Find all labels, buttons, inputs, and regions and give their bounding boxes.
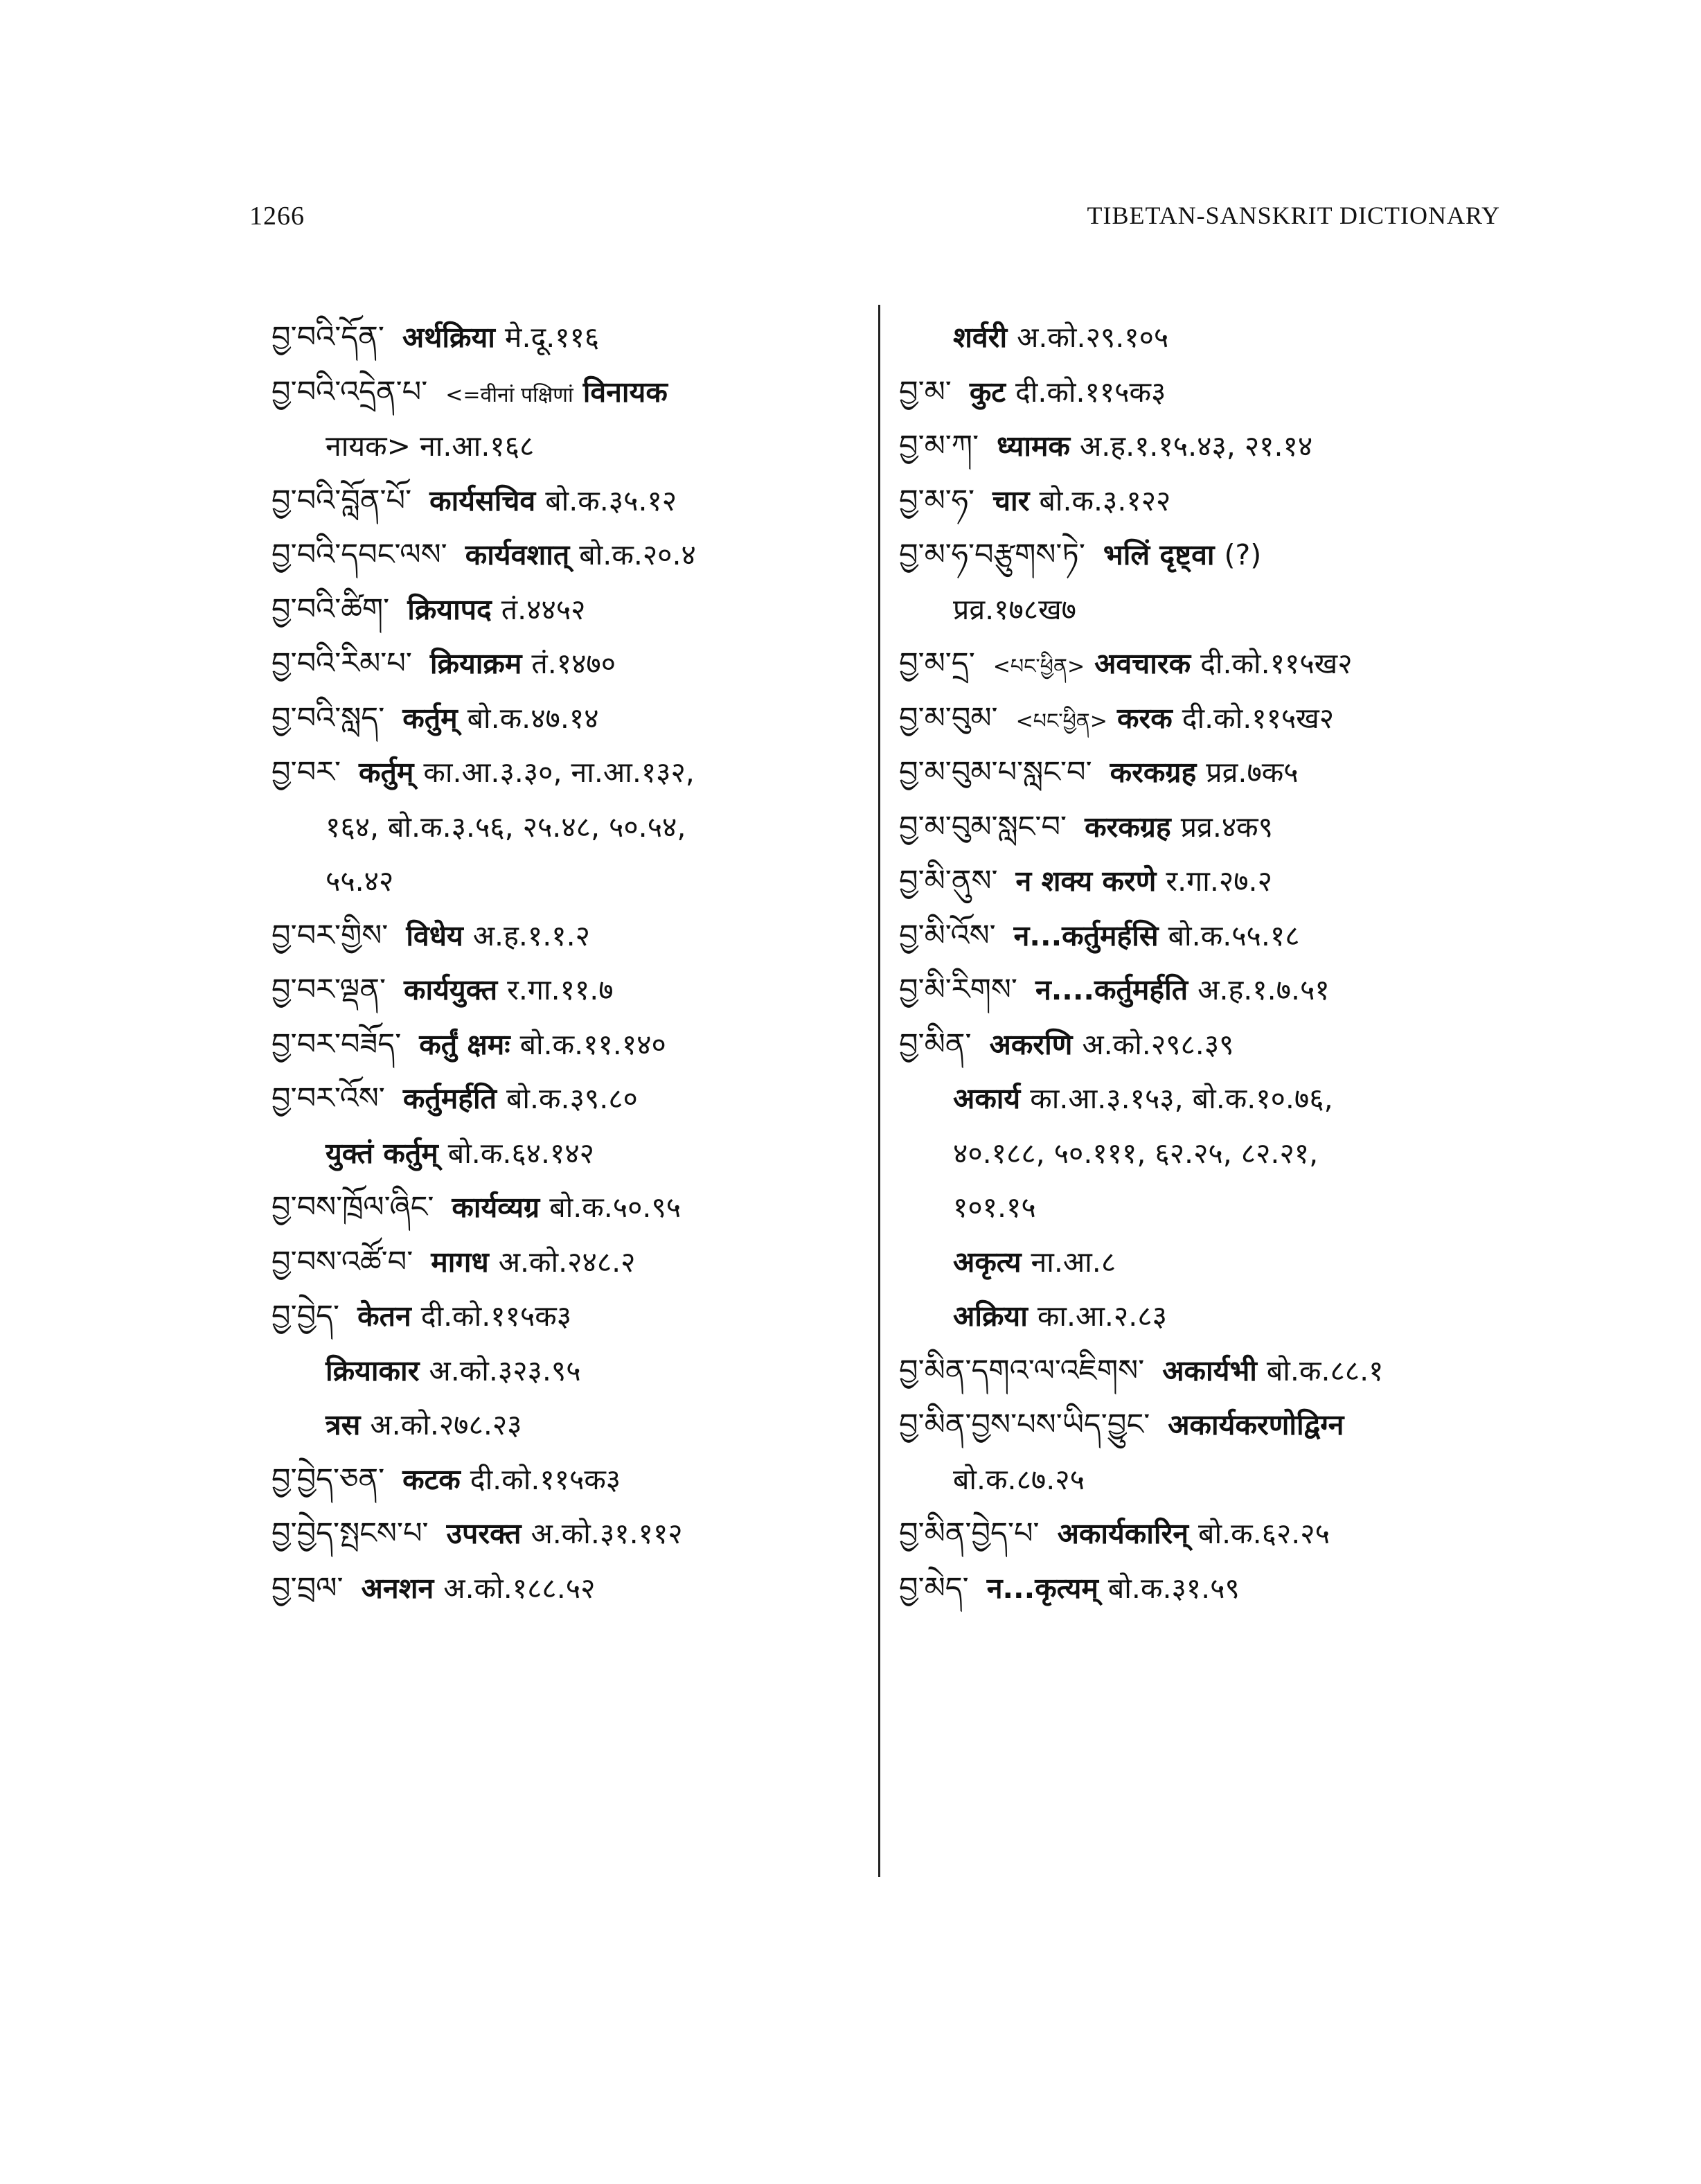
sanskrit-equivalent: अकार्यकरणोद्विग्न — [1168, 1408, 1344, 1441]
tibetan-headword: བྱ་མིན་དགའ་ལ་འཇིགས་ — [899, 1353, 1145, 1388]
sanskrit-equivalent: कार्यसचिव — [429, 483, 536, 517]
entry-continuation — [899, 1453, 1495, 1507]
dictionary-entry — [271, 909, 867, 964]
sanskrit-equivalent: न....कर्तुमर्हति — [1035, 973, 1188, 1006]
source-reference: अ.को.२७८.२३ — [370, 1408, 522, 1441]
source-reference: ना.आ.८ — [1031, 1245, 1116, 1279]
page-number: 1266 — [249, 202, 305, 231]
sanskrit-equivalent: कर्तुं क्षमः — [419, 1027, 510, 1061]
dictionary-entry — [271, 1289, 867, 1344]
source-reference: र.गा.११.७ — [507, 973, 614, 1006]
entry-note: <=वीनां पक्षिणां — [445, 382, 573, 407]
sanskrit-equivalent: अक्रिया — [953, 1299, 1028, 1333]
sanskrit-equivalent: अवचारक — [1094, 647, 1191, 680]
tibetan-headword: བྱ་བའི་ཚིག་ — [271, 592, 390, 627]
source-reference: बो.क.५५.१८ — [1168, 918, 1300, 952]
dictionary-entry — [899, 963, 1495, 1018]
dictionary-entry — [271, 474, 867, 529]
source-reference: अ.ह.१.७.५१ — [1197, 973, 1330, 1006]
tibetan-headword: བྱ་བའི་འདྲེན་པ་ — [271, 374, 428, 409]
source-reference: दी.को.११५क३ — [1015, 375, 1166, 409]
source-reference: मे.दू.११६ — [504, 321, 600, 354]
dictionary-entry — [271, 691, 867, 746]
source-reference: प्रव्र.७क५ — [1206, 756, 1299, 789]
sanskrit-equivalent: अनशन — [361, 1571, 434, 1605]
tibetan-headword: བྱ་བར་གྱིས་ — [271, 918, 389, 953]
sanskrit-equivalent: अकार्यभी — [1162, 1353, 1257, 1387]
sanskrit-equivalent: विधेय — [406, 918, 463, 952]
tibetan-headword: བྱ་མ་བུམ་ — [899, 700, 998, 736]
tibetan-headword: བྱ་བྱེད་སྤངས་པ་ — [271, 1516, 429, 1551]
source-reference: बो.क.२०.४ — [579, 538, 696, 571]
sanskrit-equivalent: कार्यवशात् — [465, 538, 570, 571]
dictionary-entry — [271, 310, 867, 365]
source-reference: तं.४४५२ — [501, 592, 586, 626]
sanskrit-equivalent: कार्ययुक्त — [404, 973, 498, 1006]
continuation-text: बो.क.८७.२५ — [953, 1462, 1085, 1496]
dictionary-entry — [899, 1018, 1495, 1072]
dictionary-entry — [271, 365, 867, 420]
continuation-text: नायक> ना.आ.१६८ — [326, 429, 535, 463]
dictionary-entry — [271, 1235, 867, 1290]
tibetan-headword: བྱ་མ་བུམ་པ་སླང་བ་ — [899, 755, 1092, 790]
source-reference: बो.क.११.१४० — [519, 1027, 666, 1061]
left-column — [271, 310, 867, 1615]
dictionary-entry — [899, 854, 1495, 909]
entry-continuation — [271, 1398, 867, 1453]
sanskrit-equivalent: कुट — [969, 375, 1006, 409]
tibetan-headword: བྱ་མ་ — [899, 374, 952, 409]
tibetan-headword: བྱ་བའི་དབང་ལས་ — [271, 538, 447, 572]
dictionary-entry — [899, 1398, 1495, 1453]
column-rule — [878, 305, 880, 1877]
source-reference: दी.को.११५क३ — [420, 1299, 572, 1333]
tibetan-headword: བྱ་བྱེད་ — [271, 1299, 340, 1333]
tibetan-headword: བྱ་བས་འཚོ་བ་ — [271, 1244, 413, 1279]
tibetan-headword: བྱ་བར་འོས་ — [271, 1081, 385, 1116]
continuation-text: १०१.१५ — [953, 1191, 1036, 1224]
source-reference: र.गा.२७.२ — [1166, 864, 1272, 898]
tibetan-headword: བྱ་མི་རིགས་ — [899, 973, 1017, 1007]
entry-continuation — [899, 310, 1495, 365]
tibetan-headword: བྱ་མི་འོས་ — [899, 918, 996, 953]
source-reference: बो.क.३५.१२ — [545, 483, 677, 517]
source-reference: अ.को.२४८.२ — [498, 1245, 636, 1279]
sanskrit-equivalent: युक्तं कर्तुम् — [326, 1136, 438, 1170]
entry-continuation — [899, 1072, 1495, 1126]
continuation-text: ४०.१८८, ५०.१११, ६२.२५, ८२.२१, — [953, 1136, 1319, 1170]
sanskrit-equivalent: चार — [992, 483, 1030, 517]
sanskrit-equivalent: विनायक — [582, 375, 668, 409]
right-column — [899, 310, 1495, 1615]
entry-continuation — [271, 1344, 867, 1399]
dictionary-entry — [899, 637, 1495, 691]
tibetan-headword: བྱ་བར་བཟོད་ — [271, 1027, 402, 1062]
tibetan-headword: བྱ་མེད་ — [899, 1570, 969, 1606]
sanskrit-equivalent: न शक्य करणे — [1015, 864, 1157, 898]
dictionary-entry — [271, 1180, 867, 1235]
dictionary-entry — [271, 1018, 867, 1072]
dictionary-entry — [899, 528, 1495, 583]
dictionary-entry — [271, 745, 867, 800]
source-reference: अ.को.२९८.३९ — [1082, 1027, 1234, 1061]
sanskrit-equivalent: अकार्य — [953, 1082, 1021, 1115]
sanskrit-equivalent: कर्तुमर्हति — [402, 1082, 497, 1115]
source-reference: का.आ.२.८३ — [1037, 1299, 1167, 1333]
entry-continuation — [899, 583, 1495, 637]
dictionary-entry — [899, 909, 1495, 964]
sanskrit-equivalent: मागध — [431, 1245, 489, 1279]
tibetan-headword: བྱ་མ་བུམ་སླང་བ་ — [899, 809, 1067, 844]
dictionary-entry — [271, 1072, 867, 1126]
entry-continuation — [271, 1126, 867, 1181]
sanskrit-equivalent: अकृत्य — [953, 1245, 1022, 1279]
source-reference: दी.को.११५ख२ — [1182, 701, 1335, 735]
sanskrit-equivalent: न...कर्तुमर्हसि — [1013, 918, 1159, 952]
sanskrit-equivalent: क्रियापद — [407, 592, 492, 626]
tibetan-headword: བྱ་མི་ནུས་ — [899, 864, 998, 898]
sanskrit-equivalent: करकग्रह — [1085, 810, 1171, 844]
source-reference: अ.ह.१.१५.४३, २१.१४ — [1079, 429, 1313, 463]
source-reference: बो.क.३.१२२ — [1039, 483, 1171, 517]
source-reference: तं.१४७० — [531, 647, 616, 680]
sanskrit-equivalent: त्रस — [326, 1408, 361, 1441]
source-reference: (?) — [1224, 538, 1262, 571]
source-reference: दी.को.११५ख२ — [1200, 647, 1353, 680]
tibetan-headword: བྱ་མིན་ — [899, 1027, 972, 1062]
tibetan-headword: བྱ་བའི་རིམ་པ་ — [271, 646, 412, 681]
dictionary-entry — [271, 583, 867, 637]
source-reference: का.आ.३.१५३, बो.क.१०.७६, — [1030, 1082, 1333, 1115]
dictionary-entry — [271, 528, 867, 583]
tibetan-headword: བྱ་བས་ཁྲོལ་ཞིང་ — [271, 1190, 434, 1225]
source-reference: अ.को.२९.१०५ — [1017, 321, 1169, 354]
sanskrit-equivalent: न...कृत्यम् — [986, 1571, 1098, 1605]
dictionary-entry — [271, 963, 867, 1018]
sanskrit-equivalent: अकार्यकारिन् — [1057, 1517, 1189, 1550]
dictionary-entry — [899, 691, 1495, 746]
tibetan-headword: བྱ་མ་ཧ་བརྩུགས་ཏེ་ — [899, 538, 1085, 572]
entry-note: <པང་ཕྱིན> — [1015, 709, 1107, 734]
entry-continuation — [899, 1180, 1495, 1235]
source-reference: बो.क.५०.९५ — [549, 1191, 682, 1224]
sanskrit-equivalent: कर्तुम् — [358, 756, 414, 789]
entry-continuation — [271, 419, 867, 474]
tibetan-headword: བྱ་མ་ཀ་ — [899, 429, 979, 463]
source-reference: का.आ.३.३०, ना.आ.१३२, — [423, 756, 695, 789]
source-reference: अ.को.३१.११२ — [531, 1517, 683, 1550]
dictionary-entry — [271, 637, 867, 691]
source-reference: बो.क.४७.१४ — [467, 701, 599, 735]
tibetan-headword: བྱ་བར་ལྡན་ — [271, 973, 386, 1007]
dictionary-entry — [899, 1561, 1495, 1616]
running-head: TIBETAN-SANSKRIT DICTIONARY — [1087, 202, 1500, 229]
entry-continuation — [899, 1289, 1495, 1344]
tibetan-headword: བྱ་བྱེད་ཅན་ — [271, 1462, 385, 1497]
sanskrit-equivalent: करक — [1116, 701, 1173, 735]
sanskrit-equivalent: उपरक्त — [446, 1517, 522, 1550]
source-reference: प्रव्र.४क९ — [1180, 810, 1273, 844]
continuation-text: ५५.४२ — [326, 864, 394, 898]
source-reference: दी.को.११५क३ — [470, 1462, 621, 1496]
entry-note: <པང་ཕྱིན> — [992, 655, 1085, 679]
source-reference: अ.को.३२३.९५ — [429, 1353, 581, 1387]
dictionary-entry — [899, 800, 1495, 855]
dictionary-entry — [899, 474, 1495, 529]
tibetan-headword: བྱ་བྲལ་ — [271, 1570, 344, 1606]
entry-continuation — [271, 854, 867, 909]
sanskrit-equivalent: कटक — [402, 1462, 461, 1496]
dictionary-entry — [899, 1507, 1495, 1561]
sanskrit-equivalent: अकरणि — [989, 1027, 1073, 1061]
source-reference: बो.क.६२.२५ — [1198, 1517, 1330, 1550]
tibetan-headword: བྱ་བའི་སླད་ — [271, 700, 385, 736]
dictionary-entry — [899, 419, 1495, 474]
source-reference: बो.क.३९.८० — [506, 1082, 638, 1115]
dictionary-entry — [899, 365, 1495, 420]
sanskrit-equivalent: क्रियाक्रम — [429, 647, 522, 680]
sanskrit-equivalent: करकग्रह — [1110, 756, 1197, 789]
sanskrit-equivalent: शर्वरी — [953, 321, 1008, 354]
dictionary-entry — [271, 1507, 867, 1561]
sanskrit-equivalent: कर्तुम् — [402, 701, 458, 735]
source-reference: अ.ह.१.१.२ — [472, 918, 590, 952]
dictionary-entry — [271, 1453, 867, 1507]
entry-continuation — [899, 1235, 1495, 1290]
dictionary-entry — [271, 1561, 867, 1616]
sanskrit-equivalent: क्रियाकार — [326, 1353, 420, 1387]
tibetan-headword: བྱ་མ་དྲ་ — [899, 646, 975, 681]
source-reference: बो.क.८८.१ — [1266, 1353, 1384, 1387]
tibetan-headword: བྱ་བར་ — [271, 755, 341, 790]
continuation-text: १६४, बो.क.३.५६, २५.४८, ५०.५४, — [326, 810, 686, 844]
source-reference: बो.क.३१.५९ — [1107, 1571, 1240, 1605]
sanskrit-equivalent: अर्थक्रिया — [402, 321, 495, 354]
dictionary-entry — [899, 1344, 1495, 1399]
sanskrit-equivalent: कार्यव्यग्र — [452, 1191, 540, 1224]
sanskrit-equivalent: ध्यामक — [997, 429, 1070, 463]
entry-continuation — [899, 1126, 1495, 1181]
tibetan-headword: བྱ་མ་ཧ་ — [899, 483, 975, 518]
tibetan-headword: བྱ་མིན་བྱས་པས་ཡིད་བྱུང་ — [899, 1408, 1150, 1442]
sanskrit-equivalent: केतन — [357, 1299, 411, 1333]
entry-continuation — [271, 800, 867, 855]
source-reference: अ.को.१८८.५२ — [443, 1571, 596, 1605]
tibetan-headword: བྱ་བའི་བློན་པོ་ — [271, 483, 412, 518]
dictionary-entry — [899, 745, 1495, 800]
source-reference: बो.क.६४.१४२ — [447, 1136, 594, 1170]
tibetan-headword: བྱ་མིན་བྱེད་པ་ — [899, 1516, 1040, 1551]
sanskrit-equivalent: भलिं दृष्ट्वा — [1103, 538, 1215, 571]
tibetan-headword: བྱ་བའི་དོན་ — [271, 320, 384, 355]
continuation-text: प्रव्र.१७८ख७ — [953, 592, 1076, 626]
